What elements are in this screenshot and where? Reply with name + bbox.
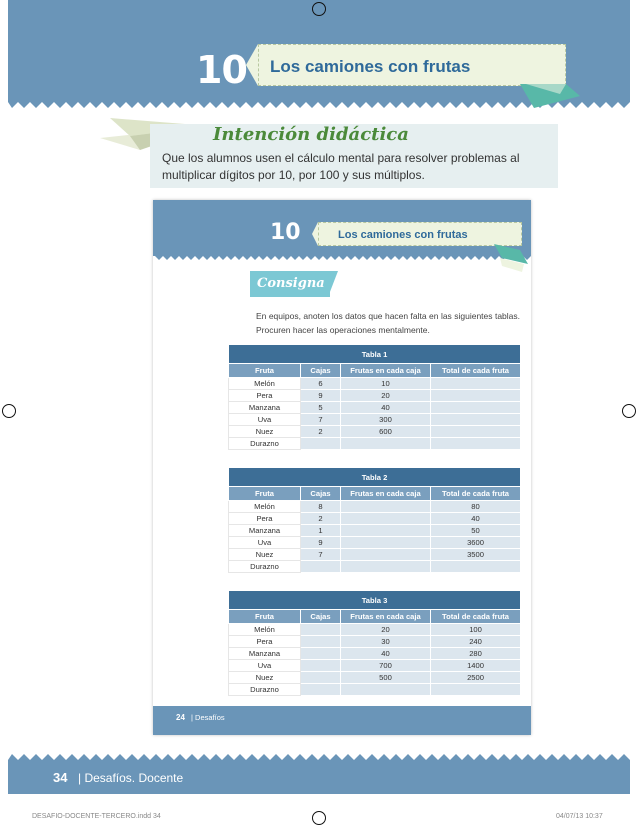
column-header: Total de cada fruta xyxy=(431,364,521,378)
column-header: Frutas en cada caja xyxy=(341,364,431,378)
table-cell: 20 xyxy=(341,624,431,636)
table-cell xyxy=(341,501,431,513)
table-row xyxy=(229,438,521,450)
table-row xyxy=(229,378,521,390)
table-title: Tabla 1 xyxy=(229,345,521,364)
table-cell xyxy=(431,378,521,390)
table-cell: 7 xyxy=(301,414,341,426)
table-cell: 10 xyxy=(341,378,431,390)
registration-mark-icon xyxy=(312,811,326,825)
table-row xyxy=(229,426,521,438)
table-cell: 40 xyxy=(341,648,431,660)
table-cell xyxy=(301,648,341,660)
table-row xyxy=(229,648,521,660)
footer-text: | Desafíos. Docente xyxy=(78,771,184,785)
table-row xyxy=(229,537,521,549)
registration-mark-icon xyxy=(2,404,16,418)
table-cell: 2 xyxy=(301,513,341,525)
intent-text: Que los alumnos usen el cálculo mental para resolver problemas al multiplicar dígitos por 10, por 100 y sus múltiplos. xyxy=(162,151,520,182)
table-row xyxy=(229,549,521,561)
table-cell: Durazno xyxy=(229,561,301,573)
consigna-label: Consigna xyxy=(257,276,325,291)
table-cell xyxy=(301,684,341,696)
table-cell: 300 xyxy=(341,414,431,426)
slug-filename: DESAFIO-DOCENTE-TERCERO.indd 34 xyxy=(32,813,161,820)
table-cell: Nuez xyxy=(229,549,301,561)
column-header: Fruta xyxy=(229,610,301,624)
table-cell: 50 xyxy=(431,525,521,537)
table-cell: Nuez xyxy=(229,672,301,684)
table-cell: 2 xyxy=(301,426,341,438)
table-cell xyxy=(431,561,521,573)
table-cell: Uva xyxy=(229,414,301,426)
table-cell: 30 xyxy=(341,636,431,648)
consigna-tab-tip xyxy=(328,271,338,297)
column-header: Fruta xyxy=(229,487,301,501)
table-row xyxy=(229,561,521,573)
table-cell xyxy=(341,537,431,549)
fruit-table-1 xyxy=(228,344,521,450)
table-title: Tabla 3 xyxy=(229,591,521,610)
table-cell: 40 xyxy=(341,402,431,414)
table-cell xyxy=(301,624,341,636)
table-cell: 20 xyxy=(341,390,431,402)
column-header: Cajas xyxy=(301,364,341,378)
fruit-table-2 xyxy=(228,467,521,573)
zigzag-edge-page xyxy=(153,254,531,260)
ribbon-fold xyxy=(520,84,580,108)
table-row xyxy=(229,684,521,696)
table-cell xyxy=(341,438,431,450)
table-cell xyxy=(341,561,431,573)
table-cell: Pera xyxy=(229,513,301,525)
table-cell xyxy=(431,684,521,696)
table-cell xyxy=(301,438,341,450)
column-header: Fruta xyxy=(229,364,301,378)
table-cell xyxy=(341,513,431,525)
inner-lesson-title: Los camiones con frutas xyxy=(338,229,468,241)
table-row xyxy=(229,402,521,414)
table-cell: 1400 xyxy=(431,660,521,672)
registration-mark-icon xyxy=(312,2,326,16)
table-cell: Pera xyxy=(229,390,301,402)
table-row xyxy=(229,513,521,525)
table-cell: Durazno xyxy=(229,438,301,450)
table-row xyxy=(229,525,521,537)
table-row xyxy=(229,636,521,648)
table-cell: 9 xyxy=(301,537,341,549)
slug-date: 04/07/13 10:37 xyxy=(556,813,603,820)
table-cell: 3600 xyxy=(431,537,521,549)
table-cell xyxy=(431,426,521,438)
table-cell: Melón xyxy=(229,624,301,636)
table-cell: 500 xyxy=(341,672,431,684)
column-header: Frutas en cada caja xyxy=(341,487,431,501)
column-header: Total de cada fruta xyxy=(431,487,521,501)
table-cell xyxy=(301,636,341,648)
table-cell: Durazno xyxy=(229,684,301,696)
table-cell: Pera xyxy=(229,636,301,648)
table-cell: Manzana xyxy=(229,648,301,660)
table-cell: 280 xyxy=(431,648,521,660)
table-cell: 80 xyxy=(431,501,521,513)
table-cell: Uva xyxy=(229,537,301,549)
table-cell: Melón xyxy=(229,378,301,390)
table-cell xyxy=(431,390,521,402)
table-cell: Uva xyxy=(229,660,301,672)
table-cell xyxy=(301,660,341,672)
table-cell xyxy=(301,672,341,684)
lesson-title: Los camiones con frutas xyxy=(270,57,471,76)
table-cell: 1 xyxy=(301,525,341,537)
table-cell xyxy=(431,414,521,426)
table-cell xyxy=(341,549,431,561)
table-cell: 5 xyxy=(301,402,341,414)
student-page-footer-text: | Desafíos xyxy=(191,713,225,722)
table-cell xyxy=(341,684,431,696)
table-cell: 100 xyxy=(431,624,521,636)
table-cell: 40 xyxy=(431,513,521,525)
table-cell: 600 xyxy=(341,426,431,438)
table-row xyxy=(229,390,521,402)
table-cell: 7 xyxy=(301,549,341,561)
fruit-table-3 xyxy=(228,590,521,696)
table-row xyxy=(229,672,521,684)
column-header: Total de cada fruta xyxy=(431,610,521,624)
table-cell: Manzana xyxy=(229,525,301,537)
table-cell: 2500 xyxy=(431,672,521,684)
column-header: Cajas xyxy=(301,610,341,624)
table-row xyxy=(229,501,521,513)
table-cell: 240 xyxy=(431,636,521,648)
table-cell: Melón xyxy=(229,501,301,513)
instructions: En equipos, anoten los datos que hacen falta en las siguientes tablas. Procuren hacer las operaciones mentalmente. xyxy=(256,311,520,335)
table-cell: Nuez xyxy=(229,426,301,438)
column-header: Frutas en cada caja xyxy=(341,610,431,624)
inner-lesson-number: 10 xyxy=(270,220,301,245)
table-cell xyxy=(431,438,521,450)
table-cell: 700 xyxy=(341,660,431,672)
inner-ribbon-fold xyxy=(494,244,528,272)
column-header: Cajas xyxy=(301,487,341,501)
table-cell xyxy=(301,561,341,573)
table-row xyxy=(229,660,521,672)
table-cell: 6 xyxy=(301,378,341,390)
registration-mark-icon xyxy=(622,404,636,418)
table-row xyxy=(229,624,521,636)
page-number: 34 xyxy=(53,770,68,785)
table-cell xyxy=(431,402,521,414)
table-cell: Manzana xyxy=(229,402,301,414)
student-page-number: 24 xyxy=(176,713,185,722)
lesson-number: 10 xyxy=(196,48,247,92)
table-cell: 3500 xyxy=(431,549,521,561)
intent-heading: Intención didáctica xyxy=(213,124,409,145)
table-cell xyxy=(341,525,431,537)
table-cell: 8 xyxy=(301,501,341,513)
table-row xyxy=(229,414,521,426)
table-title: Tabla 2 xyxy=(229,468,521,487)
table-cell: 9 xyxy=(301,390,341,402)
